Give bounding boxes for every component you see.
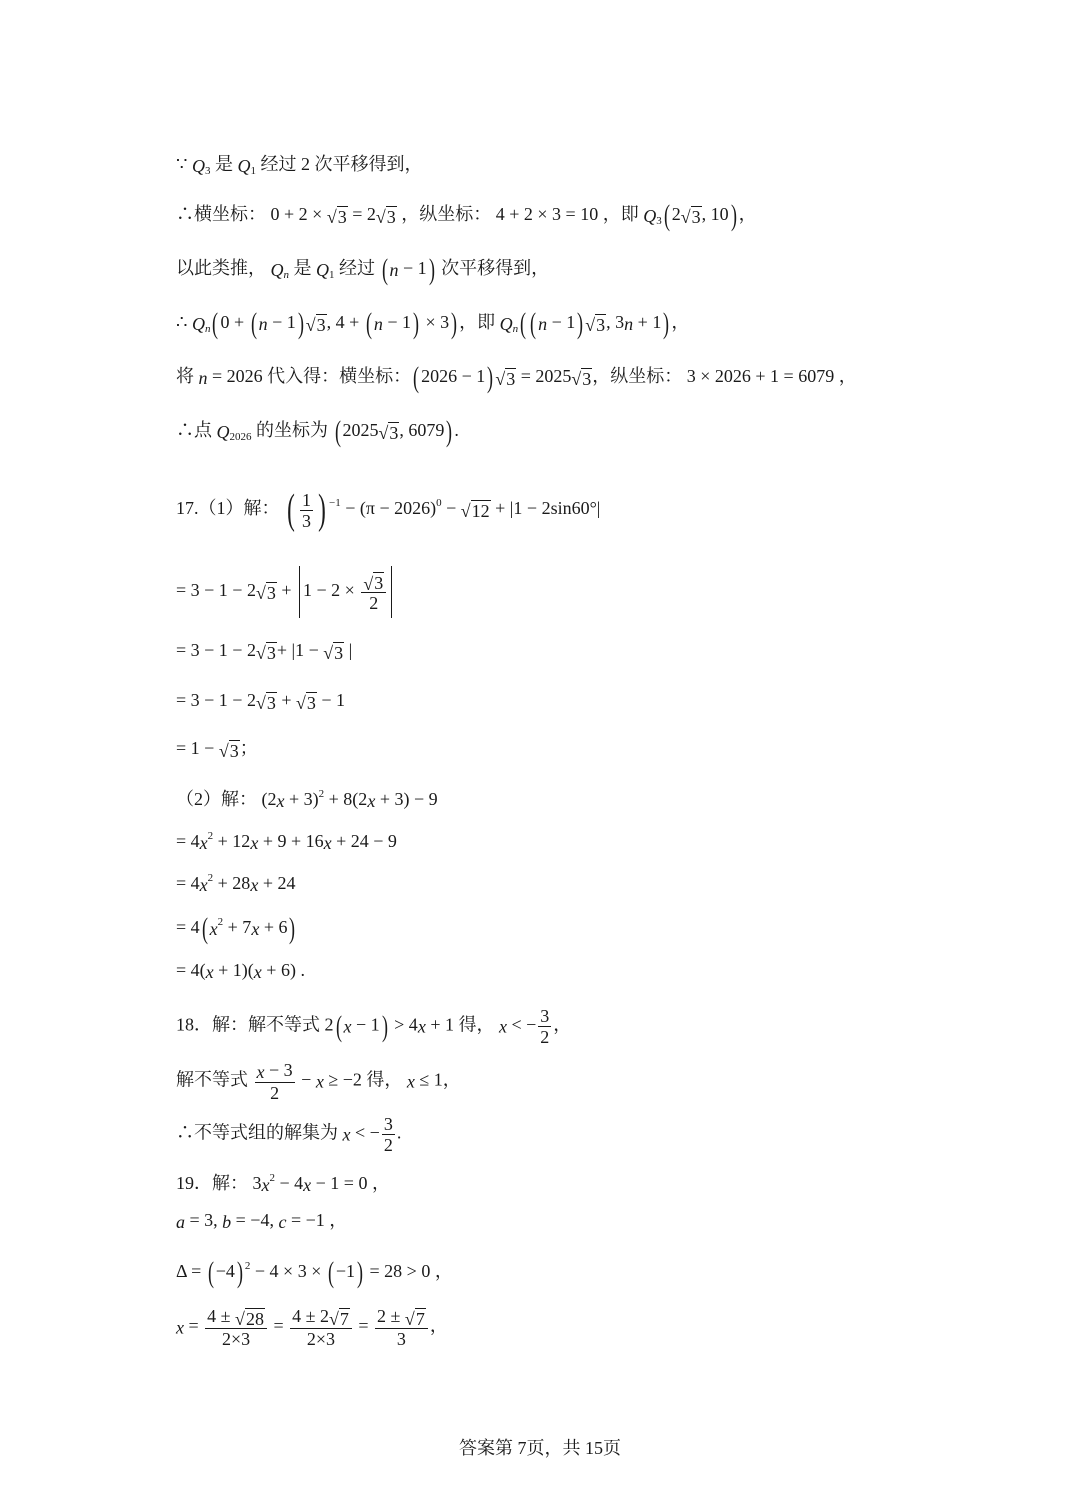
line-4: ∴ $Q_n$( 0 + ( n − 1) √3, 4 + ( n − 1) × 3) ，即 $Q_n$( ( n − 1) √3, 3n + 1) ， bbox=[176, 306, 690, 340]
line-18: 解不等式 $\frac{x - 3}{2}$ − x ≥ −2 得， x ≤ 1， bbox=[176, 1060, 461, 1103]
line-20: 19．解： $3x^2 - 4x - 1 = 0$ ， bbox=[176, 1172, 390, 1195]
line-1: ∵ $Q_3$ 是 $Q_1$ 经过 2 次平移得到， bbox=[176, 154, 423, 177]
line-13: = $4x^2 + 12x + 9 + 16x + 24 - 9$ bbox=[176, 830, 397, 853]
line-16: = 4(x + 1)(x + 6) . bbox=[176, 960, 305, 982]
line-23: x = $\frac{4 \pm √28}{2\times 3}$ = $\frac{4 \pm 2√7}{2\times 3}$ = $\frac{2 \pm √7}{3}$ ， bbox=[176, 1306, 448, 1349]
line-10: = 3 − 1 − 2√3 + √3 − 1 bbox=[176, 690, 346, 713]
page-footer: 答案第 7页，共 15页 bbox=[459, 1438, 621, 1458]
line-15: = 4( $x^2 + 7x + 6$) bbox=[176, 911, 296, 945]
line-9: = 3 − 1 − 2√3+ |1 − √3 | bbox=[176, 640, 353, 663]
line-22: Δ = ( −4) $^2$ − 4 × 3 × ( −1) = 28 > 0 ， bbox=[176, 1255, 453, 1289]
line-7: 17.（1）解： ( $\frac{1}{3}$ ) $^{-1} - (\pi - 2026)^0 - √12 + |1 - 2\sin 60^\circ|$ bbox=[176, 487, 601, 533]
line-14: = $4x^2 + 28x + 24$ bbox=[176, 872, 296, 895]
line-6: ∴点 $Q_{2026}$ 的坐标为 ( 2025√3, 6079) . bbox=[176, 414, 459, 448]
line-11: = 1 − √3； bbox=[176, 738, 258, 761]
line-21: a = 3, b = −4, c = −1 ， bbox=[176, 1210, 348, 1232]
line-5: 将 n = 2026 代入得：横坐标：( 2026 − 1) √3 = 2025√3，纵坐标： 3 × 2026 + 1 = 6079 ， bbox=[176, 360, 857, 394]
line-3: 以此类推， $Q_n$ 是 $Q_1$ 经过 ( n − 1) 次平移得到， bbox=[176, 252, 550, 286]
line-12: （2）解： $(2x + 3)^2 + 8(2x + 3) - 9$ bbox=[176, 788, 438, 811]
line-19: ∴不等式组的解集为 x < − $\frac{3}{2}$ . bbox=[176, 1114, 402, 1155]
line-17: 18．解：解不等式 2( x − 1) > 4x + 1 得， x < − $\frac{3}{2}$ ， bbox=[176, 1006, 572, 1047]
line-2: ∴横坐标： 0 + 2 × √3 = 2√3 ，纵坐标： 4 + 2 × 3 = 10 ，即 $Q_3$( 2√3, 10) ， bbox=[176, 198, 757, 232]
line-8: = 3 − 1 − 2√3 + 1 − 2 × $\frac{√3}{2}$ bbox=[176, 566, 395, 618]
